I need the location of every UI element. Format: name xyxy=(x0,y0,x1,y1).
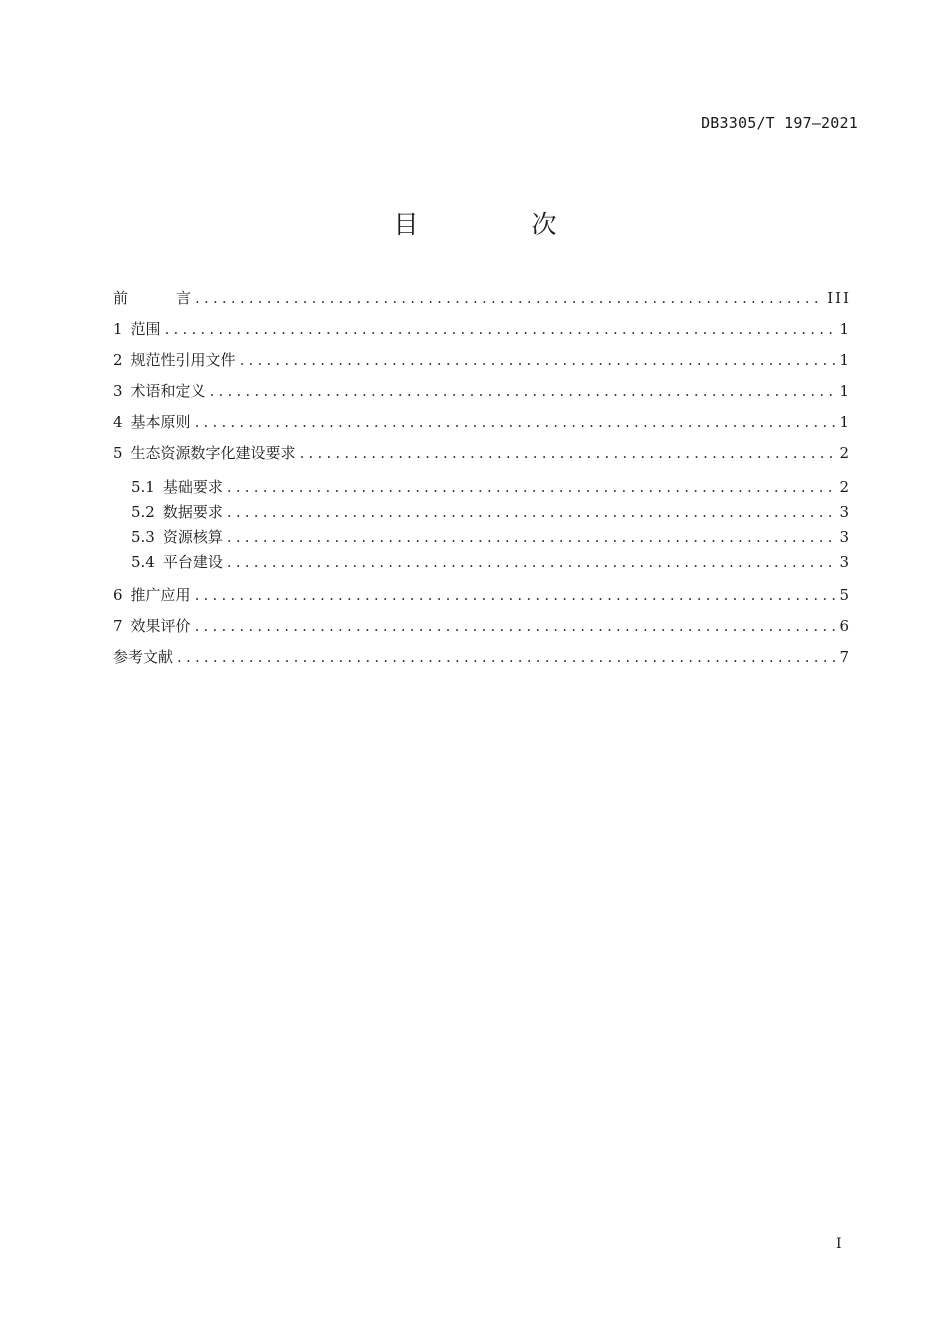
toc-entry-foreword[interactable] xyxy=(113,285,851,316)
toc-entry-page: 5 xyxy=(839,586,851,604)
dot-leader xyxy=(177,644,835,670)
toc-entry-number: 5.2 xyxy=(131,503,155,521)
toc-entry-label: 术语和定义 xyxy=(130,382,206,400)
toc-entry-label: 规范性引用文件 xyxy=(130,351,236,369)
dot-leader xyxy=(210,378,836,404)
toc-subentry[interactable] xyxy=(113,500,851,525)
toc-entry-number: 4 xyxy=(113,413,123,431)
toc-entry-label: 数据要求 xyxy=(162,503,223,521)
toc-entry[interactable] xyxy=(113,613,851,644)
toc-entry-page: 2 xyxy=(839,444,851,462)
toc-entry-number: 5 xyxy=(113,444,123,462)
toc-entry-page: 3 xyxy=(839,553,851,571)
toc-entry-label: 参考文献 xyxy=(113,648,174,666)
toc-entry-number: 7 xyxy=(113,617,123,635)
table-of-contents xyxy=(113,285,851,675)
toc-entry-page: 1 xyxy=(839,351,851,369)
toc-entry-number: 6 xyxy=(113,586,123,604)
dot-leader xyxy=(227,550,836,574)
toc-entry-page: 1 xyxy=(839,413,851,431)
toc-entry-label: 基础要求 xyxy=(162,478,223,496)
toc-subentry[interactable] xyxy=(113,475,851,500)
toc-entry-label: 基本原则 xyxy=(130,413,191,431)
dot-leader xyxy=(227,525,836,549)
toc-entry[interactable] xyxy=(113,378,851,409)
toc-entry-label: 前 xyxy=(113,289,177,307)
dot-leader xyxy=(300,440,836,466)
toc-entry-references[interactable] xyxy=(113,644,851,675)
toc-entry-label: 效果评价 xyxy=(130,617,191,635)
toc-entry[interactable] xyxy=(113,582,851,613)
toc-entry-label: 生态资源数字化建设要求 xyxy=(130,444,296,462)
toc-entry-label: 平台建设 xyxy=(162,553,223,571)
page-title: 目 次 xyxy=(393,210,601,239)
document-code: DB3305/T 197—2021 xyxy=(701,114,858,132)
toc-entry-page: 3 xyxy=(839,503,851,521)
dot-leader xyxy=(227,500,836,524)
dot-leader xyxy=(240,347,836,373)
toc-entry[interactable] xyxy=(113,347,851,378)
toc-entry[interactable] xyxy=(113,316,851,347)
toc-entry-label: 范围 xyxy=(130,320,161,338)
toc-entry-label: 资源核算 xyxy=(162,528,223,546)
dot-leader xyxy=(195,582,836,608)
toc-entry-page: 6 xyxy=(839,617,851,635)
toc-entry-number: 3 xyxy=(113,382,123,400)
toc-entry-page: 1 xyxy=(839,320,851,338)
dot-leader xyxy=(195,409,836,435)
toc-subentry[interactable] xyxy=(113,525,851,550)
toc-entry-number: 2 xyxy=(113,351,123,369)
toc-entry-number: 5.1 xyxy=(131,478,155,496)
toc-entry-number: 5.4 xyxy=(131,553,155,571)
toc-entry[interactable] xyxy=(113,409,851,440)
toc-entry-page: 2 xyxy=(839,478,851,496)
dot-leader xyxy=(165,316,836,342)
toc-entry-label: 推广应用 xyxy=(130,586,191,604)
dot-leader xyxy=(195,285,823,311)
dot-leader xyxy=(195,613,836,639)
toc-entry-page: 7 xyxy=(839,648,851,666)
toc-entry[interactable] xyxy=(113,440,851,471)
toc-subentry[interactable] xyxy=(113,550,851,582)
dot-leader xyxy=(227,475,836,499)
toc-entry-page: 3 xyxy=(839,528,851,546)
toc-entry-number: 1 xyxy=(113,320,123,338)
page-number: I xyxy=(836,1236,842,1252)
toc-entry-number: 5.3 xyxy=(131,528,155,546)
toc-entry-page: III xyxy=(827,289,851,307)
toc-entry-label: 言 xyxy=(176,289,192,307)
toc-entry-page: 1 xyxy=(839,382,851,400)
